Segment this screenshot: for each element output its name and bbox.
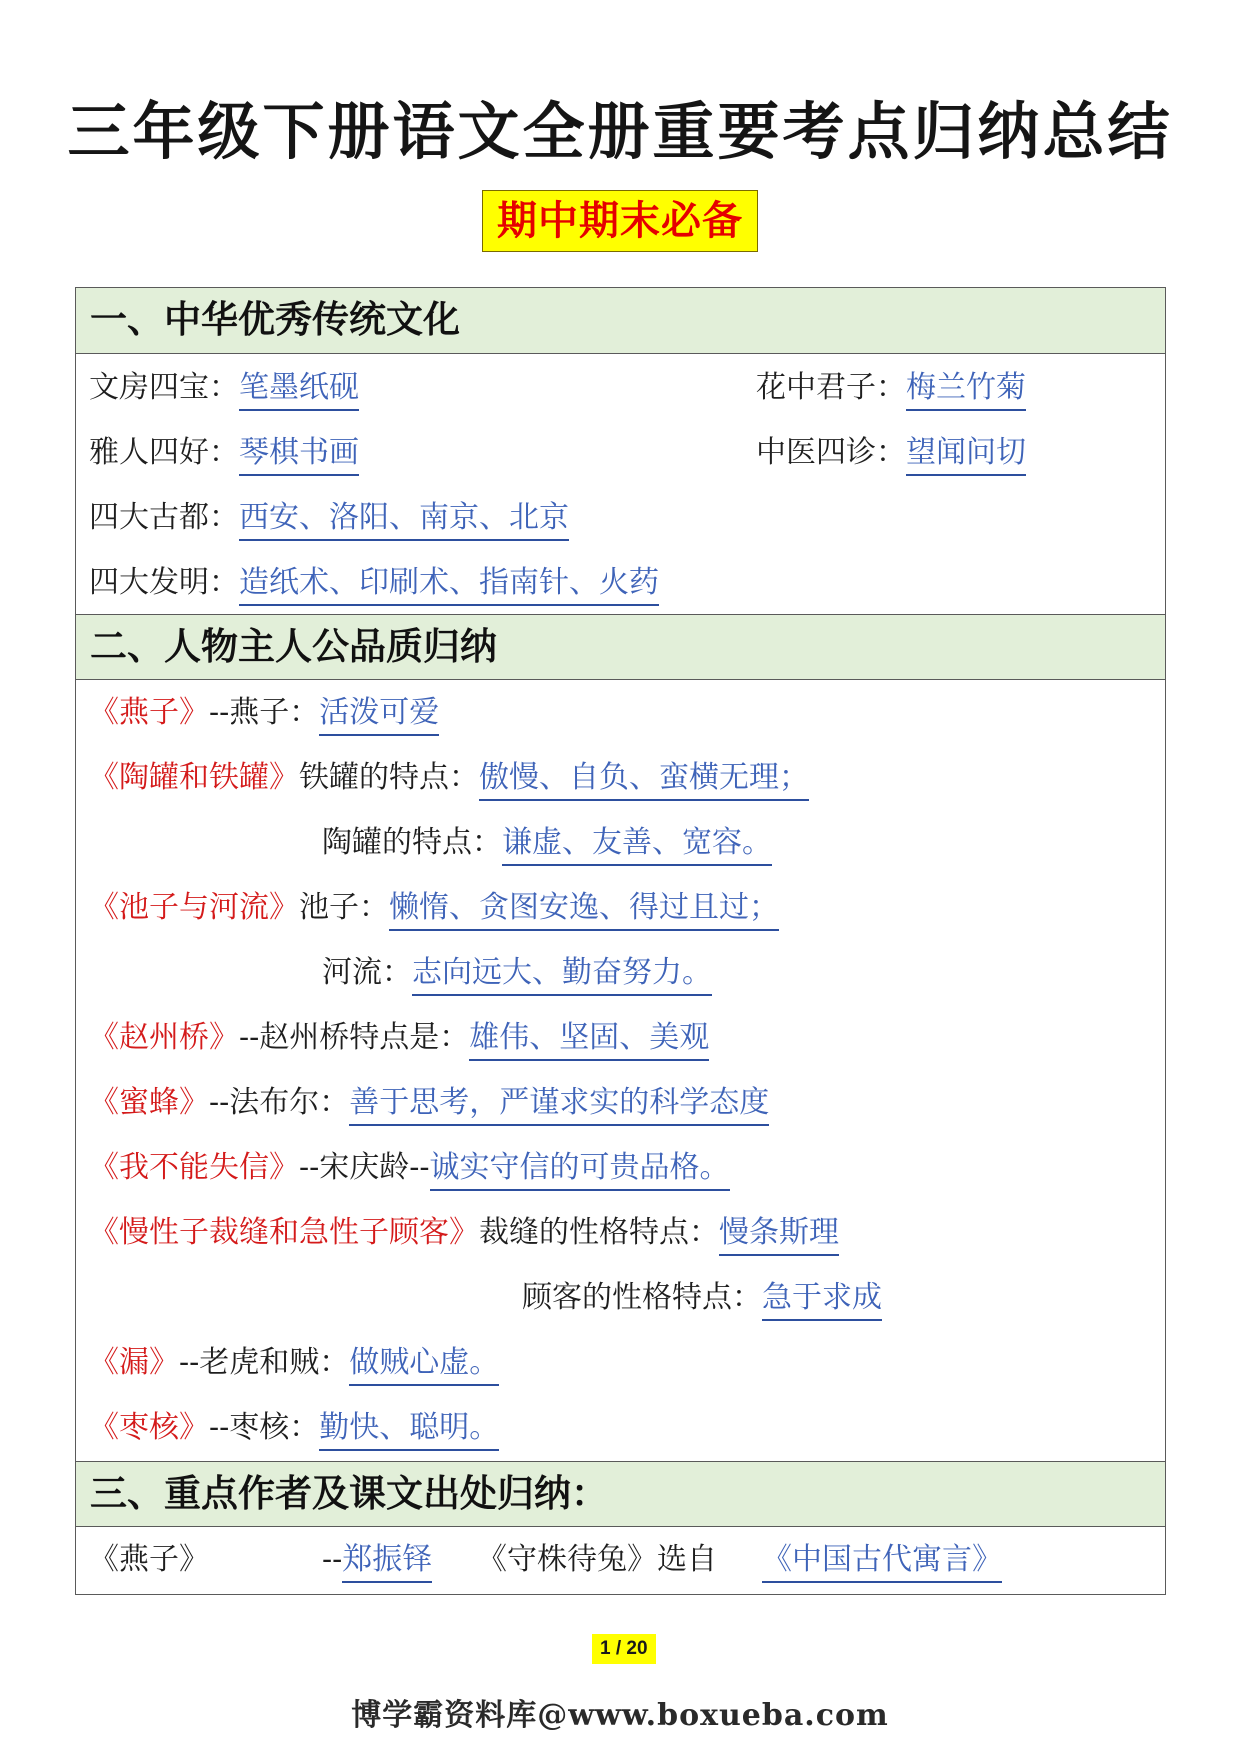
item-label: 选自 <box>657 1542 717 1577</box>
book-title: 《蜜蜂》 <box>89 1085 209 1120</box>
author-item <box>89 1536 432 1584</box>
item-answer: 梅兰竹菊 <box>906 368 1026 411</box>
item-label: -- <box>322 1542 343 1577</box>
content-table <box>75 287 1166 1595</box>
page-indicator: 1 / 20 <box>592 1634 656 1664</box>
book-title: 《陶罐和铁罐》 <box>89 760 299 795</box>
item-label: 花中君子： <box>756 370 906 405</box>
section-2-heading: 二、人物主人公品质归纳 <box>76 614 1165 680</box>
character-item <box>89 689 439 737</box>
book-title: 《我不能失信》 <box>89 1150 299 1185</box>
book-title: 《枣核》 <box>89 1410 209 1445</box>
character-item <box>89 1404 499 1452</box>
item-label: 河流： <box>322 955 412 990</box>
item-label: --燕子： <box>209 695 320 730</box>
character-item <box>89 884 779 932</box>
footer-watermark: 博学霸资料库@www.boxueba.com <box>351 1698 889 1733</box>
exam-badge: 期中期末必备 <box>482 190 758 252</box>
item-label: 顾客的性格特点： <box>522 1280 762 1315</box>
culture-item <box>89 559 659 607</box>
book-title: 《赵州桥》 <box>89 1020 239 1055</box>
item-label: 四大古都： <box>89 500 239 535</box>
item-answer: 笔墨纸砚 <box>239 368 359 411</box>
character-item <box>322 819 772 867</box>
item-answer: 善于思考，严谨求实的科学态度 <box>349 1083 769 1126</box>
item-label: 铁罐的特点： <box>299 760 479 795</box>
item-answer: 谦虚、友善、宽容。 <box>502 823 772 866</box>
page-title: 三年级下册语文全册重要考点归纳总结 <box>67 95 1173 168</box>
item-answer: 活泼可爱 <box>319 693 439 736</box>
item-label: --宋庆龄-- <box>299 1150 430 1185</box>
culture-item <box>756 364 1026 412</box>
item-label: 裁缝的性格特点： <box>479 1215 719 1250</box>
character-item <box>322 949 712 997</box>
item-answer: 懒惰、贪图安逸、得过且过； <box>389 888 779 931</box>
character-item <box>89 1339 499 1387</box>
item-label: --枣核： <box>209 1410 320 1445</box>
book-title: 《慢性子裁缝和急性子顾客》 <box>89 1215 479 1250</box>
item-answer: 急于求成 <box>762 1278 882 1321</box>
item-answer: 郑振铎 <box>342 1540 432 1583</box>
author-item <box>477 1536 1002 1584</box>
item-label: 池子： <box>299 890 389 925</box>
item-answer: 雄伟、坚固、美观 <box>469 1018 709 1061</box>
item-answer: 诚实守信的可贵品格。 <box>430 1148 730 1191</box>
book-title: 《燕子》 <box>89 695 209 730</box>
culture-item <box>89 494 569 542</box>
character-item <box>89 1079 769 1127</box>
culture-item <box>89 364 359 412</box>
character-item <box>522 1274 882 1322</box>
item-answer: 西安、洛阳、南京、北京 <box>239 498 569 541</box>
item-answer: 琴棋书画 <box>239 433 359 476</box>
character-item <box>89 754 809 802</box>
item-label: 文房四宝： <box>89 370 239 405</box>
item-label: --法布尔： <box>209 1085 350 1120</box>
character-item <box>89 1144 730 1192</box>
item-answer: 勤快、聪明。 <box>319 1408 499 1451</box>
book-title: 《守株待兔》 <box>477 1542 657 1577</box>
culture-item <box>756 429 1026 477</box>
item-answer: 做贼心虚。 <box>349 1343 499 1386</box>
item-label: 雅人四好： <box>89 435 239 470</box>
book-title: 《燕子》 <box>89 1542 209 1577</box>
item-label: 陶罐的特点： <box>322 825 502 860</box>
character-item <box>89 1209 839 1257</box>
item-answer: 傲慢、自负、蛮横无理； <box>479 758 809 801</box>
item-label: 中医四诊： <box>756 435 906 470</box>
item-label: --老虎和贼： <box>179 1345 350 1380</box>
item-answer: 造纸术、印刷术、指南针、火药 <box>239 563 659 606</box>
item-answer: 慢条斯理 <box>719 1213 839 1256</box>
book-title: 《漏》 <box>89 1345 179 1380</box>
book-title: 《池子与河流》 <box>89 890 299 925</box>
item-label: 四大发明： <box>89 565 239 600</box>
item-label: --赵州桥特点是： <box>239 1020 470 1055</box>
character-item <box>89 1014 709 1062</box>
section-3-heading: 三、重点作者及课文出处归纳： <box>76 1461 1165 1527</box>
item-answer: 《中国古代寓言》 <box>762 1540 1002 1583</box>
culture-item <box>89 429 359 477</box>
item-answer: 望闻问切 <box>906 433 1026 476</box>
item-answer: 志向远大、勤奋努力。 <box>412 953 712 996</box>
section-1-heading: 一、中华优秀传统文化 <box>76 288 1165 354</box>
